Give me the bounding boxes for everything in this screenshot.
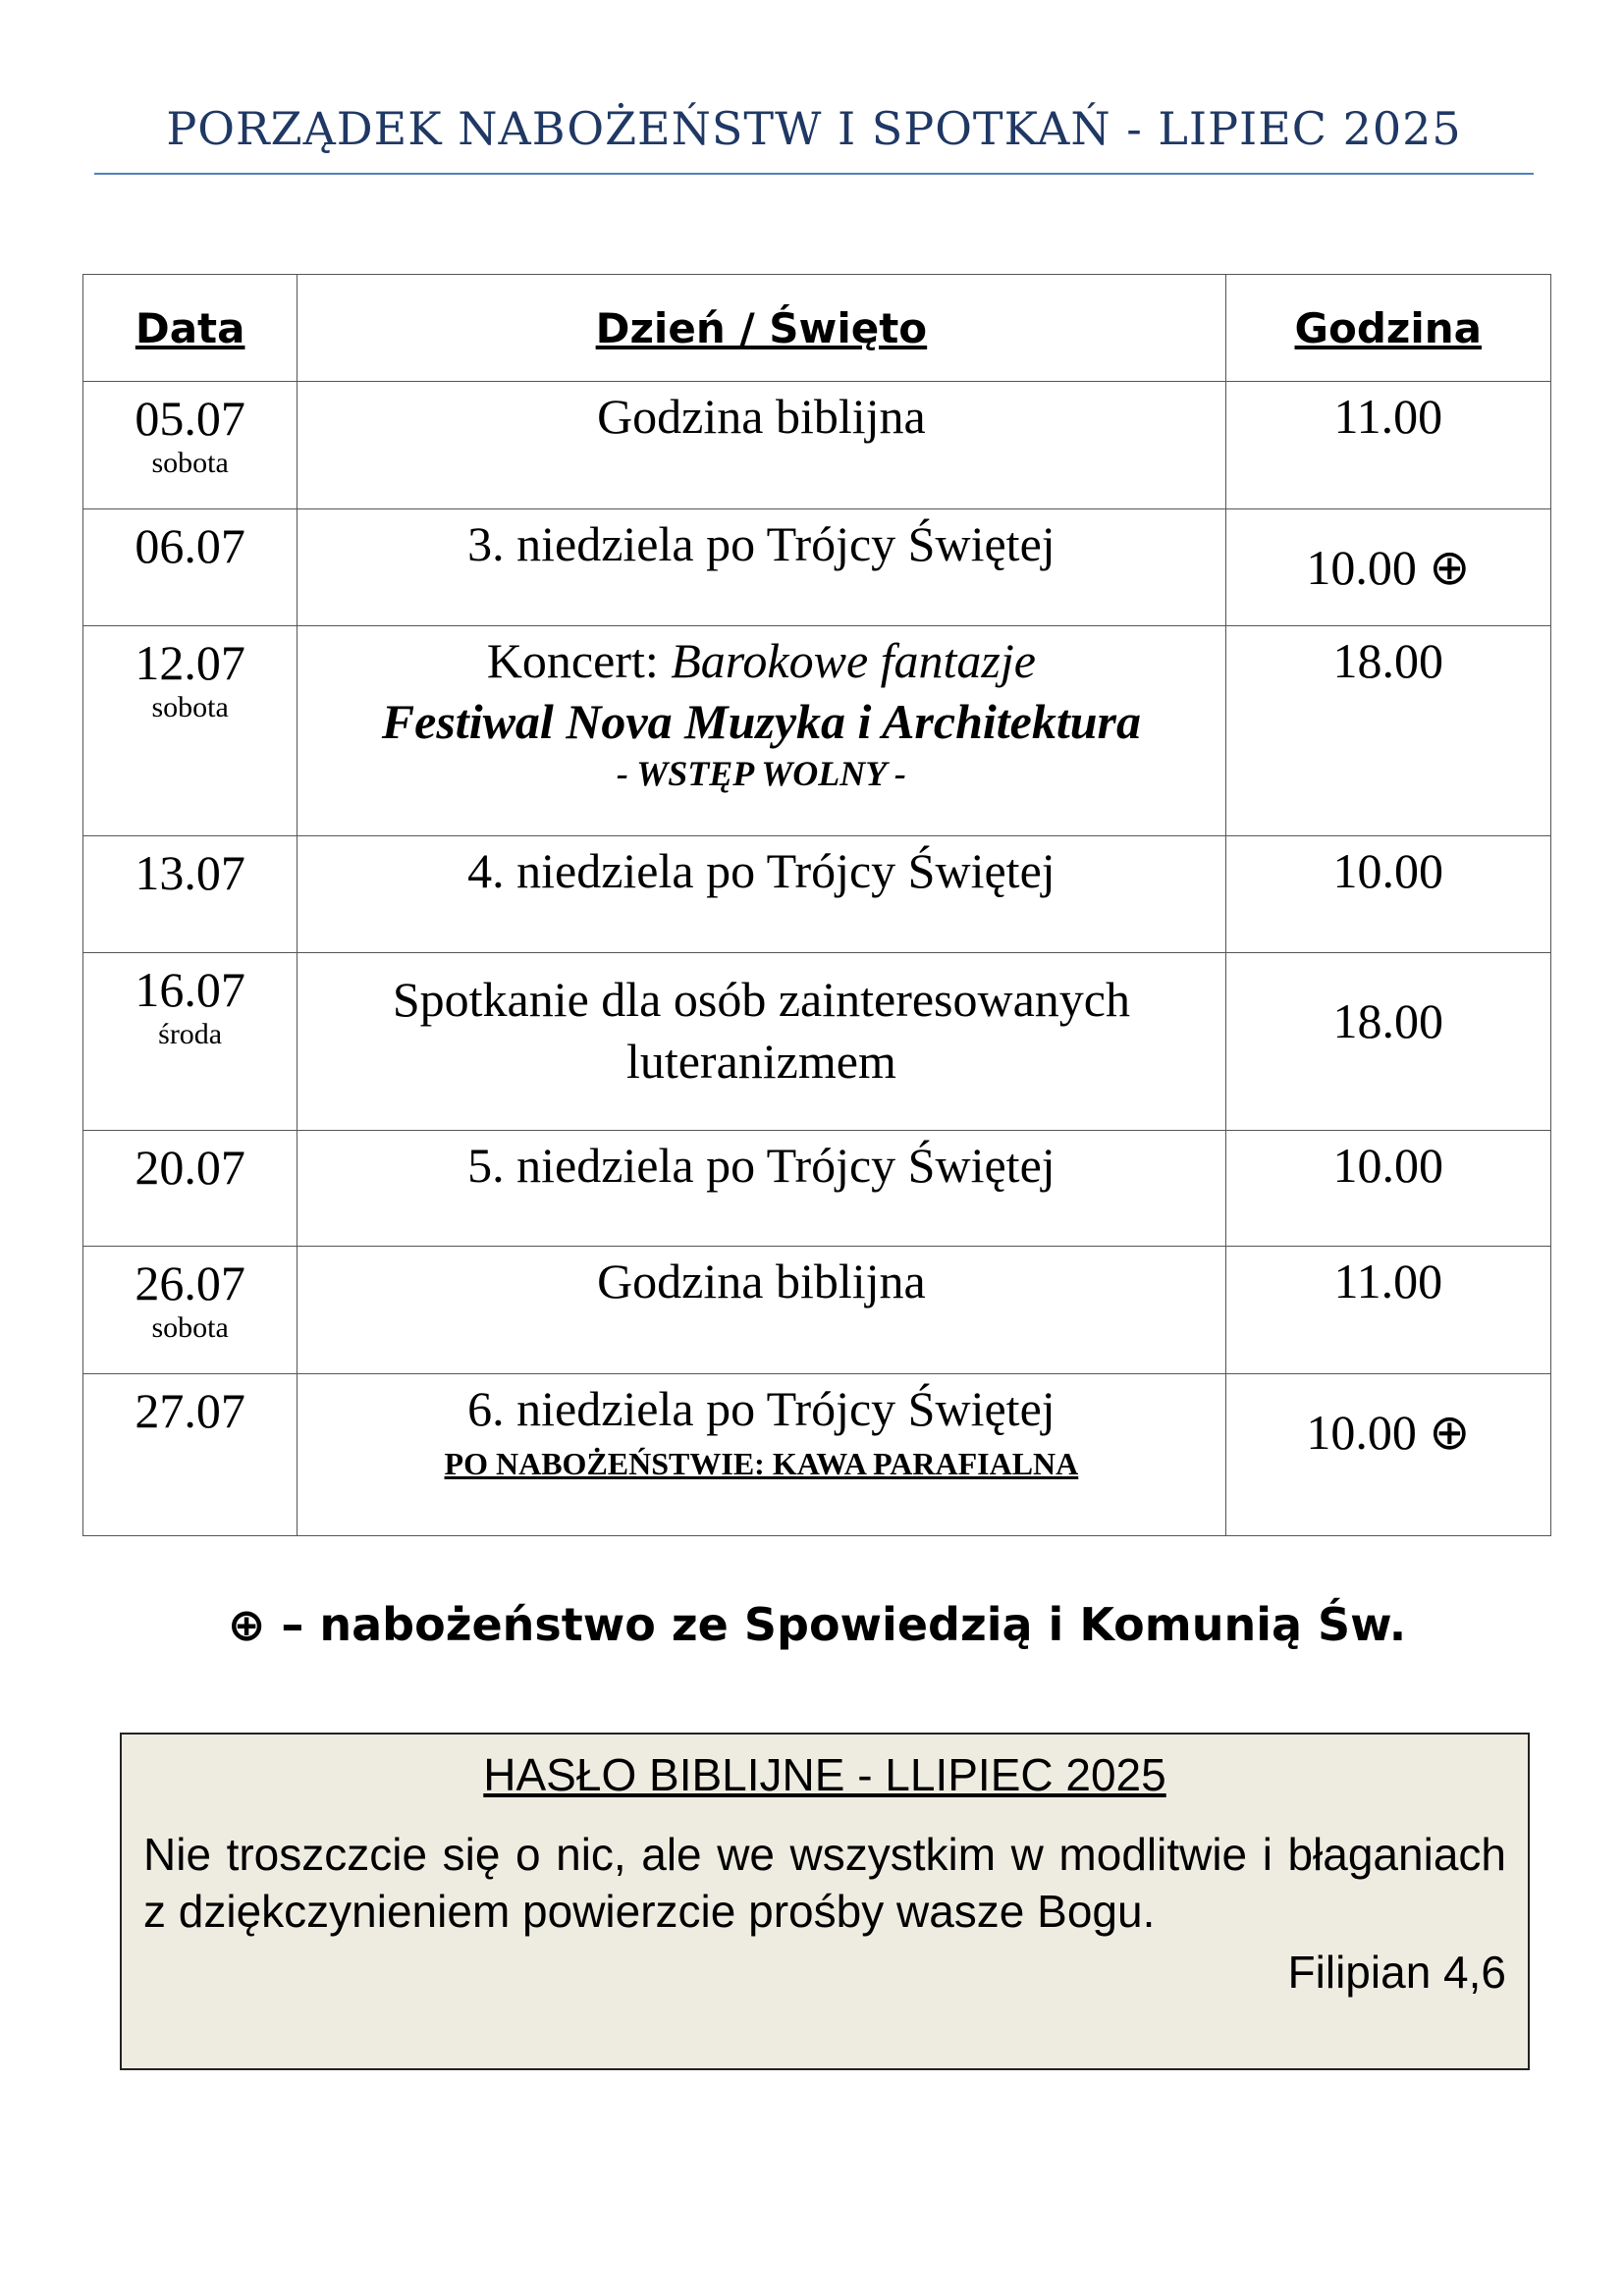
event-name: Spotkanie dla osób zainteresowanych luteranizmem: [392, 972, 1130, 1089]
time-cell: [1225, 1374, 1550, 1536]
table-row: [83, 1247, 1551, 1374]
time-cell: [1225, 1247, 1550, 1374]
date: 12.07: [135, 635, 245, 690]
date-cell: [83, 626, 298, 836]
title-underline: [94, 173, 1534, 175]
weekday: sobota: [151, 447, 229, 479]
date-cell: [83, 1131, 298, 1247]
table-row: [83, 836, 1551, 953]
column-header-time: [1225, 275, 1550, 382]
table-row: [83, 382, 1551, 509]
column-header-label: Data: [135, 303, 245, 352]
table-row: [83, 1131, 1551, 1247]
page-title: PORZĄDEK NABOŻEŃSTW I SPOTKAŃ - LIPIEC 2025: [166, 102, 1462, 155]
motto-reference: Filipian 4,6: [1287, 1947, 1506, 1998]
date: 27.07: [135, 1383, 245, 1438]
date-cell: [83, 1247, 298, 1374]
weekday: sobota: [151, 691, 229, 723]
event-cell: [298, 1247, 1225, 1374]
event-name: Godzina biblijna: [597, 389, 926, 444]
date: 26.07: [135, 1255, 245, 1310]
time-cell: [1225, 382, 1550, 509]
table-row: [83, 626, 1551, 836]
column-header-label: Godzina: [1294, 303, 1482, 352]
event-name: Godzina biblijna: [597, 1254, 926, 1308]
event-time: 11.00: [1333, 389, 1443, 444]
date-cell: [83, 836, 298, 953]
weekday: sobota: [151, 1311, 229, 1344]
time-cell: [1225, 953, 1550, 1131]
date: 05.07: [135, 391, 245, 446]
time-cell: [1225, 836, 1550, 953]
event-time: 10.00 ⊕: [1306, 1405, 1471, 1460]
date: 20.07: [135, 1140, 245, 1195]
event-cell: [298, 1131, 1225, 1247]
event-time: 10.00 ⊕: [1306, 540, 1471, 595]
date: 06.07: [135, 518, 245, 573]
event-name: 5. niedziela po Trójcy Świętej: [467, 1138, 1056, 1193]
schedule-table: [82, 274, 1551, 1536]
column-header-day: [298, 275, 1225, 382]
date-cell: [83, 509, 298, 626]
event-time: 10.00: [1332, 843, 1444, 898]
concert-title: [298, 626, 1224, 692]
weekday: środa: [158, 1018, 223, 1050]
after-service-note: PO NABOŻEŃSTWIE: KAWA PARAFIALNA: [444, 1445, 1079, 1481]
table-header-row: [83, 275, 1551, 382]
event-cell: [298, 626, 1225, 836]
legend-communion: ⊕ – nabożeństwo ze Spowiedzią i Komunią Św.: [227, 1598, 1407, 1651]
event-time: 11.00: [1333, 1254, 1443, 1308]
table-row: [83, 509, 1551, 626]
event-time: 18.00: [1332, 633, 1444, 688]
date: 13.07: [135, 845, 245, 900]
bible-motto-box: [120, 1733, 1530, 2070]
event-cell: [298, 1374, 1225, 1536]
motto-title: HASŁO BIBLIJNE - LLIPIEC 2025: [483, 1749, 1166, 1800]
date-cell: [83, 1374, 298, 1536]
time-cell: [1225, 1131, 1550, 1247]
table-row: [83, 953, 1551, 1131]
event-name: 6. niedziela po Trójcy Świętej: [467, 1381, 1056, 1436]
event-time: 18.00: [1332, 993, 1444, 1048]
festival-name: Festiwal Nova Muzyka i Architektura: [381, 693, 1142, 749]
time-cell: [1225, 626, 1550, 836]
column-header-label: Dzień / Święto: [595, 303, 928, 352]
free-entry-note: - WSTĘP WOLNY -: [616, 753, 906, 793]
event-name: 4. niedziela po Trójcy Świętej: [467, 843, 1056, 898]
concert-name: Barokowe fantazje: [671, 633, 1036, 688]
date-cell: [83, 953, 298, 1131]
event-cell: [298, 836, 1225, 953]
event-cell: [298, 382, 1225, 509]
event-name: 3. niedziela po Trójcy Świętej: [467, 516, 1056, 571]
concert-prefix: Koncert:: [486, 633, 672, 688]
event-cell: [298, 509, 1225, 626]
date: 16.07: [135, 962, 245, 1017]
date-cell: [83, 382, 298, 509]
event-cell: [298, 953, 1225, 1131]
motto-text: Nie troszczcie się o nic, ale we wszystkim w modlitwie i błaganiach z dziękczynieniem powierzcie prośby wasze Bogu.: [143, 1829, 1506, 1937]
column-header-date: [83, 275, 298, 382]
event-time: 10.00: [1332, 1138, 1444, 1193]
time-cell: [1225, 509, 1550, 626]
table-row: [83, 1374, 1551, 1536]
